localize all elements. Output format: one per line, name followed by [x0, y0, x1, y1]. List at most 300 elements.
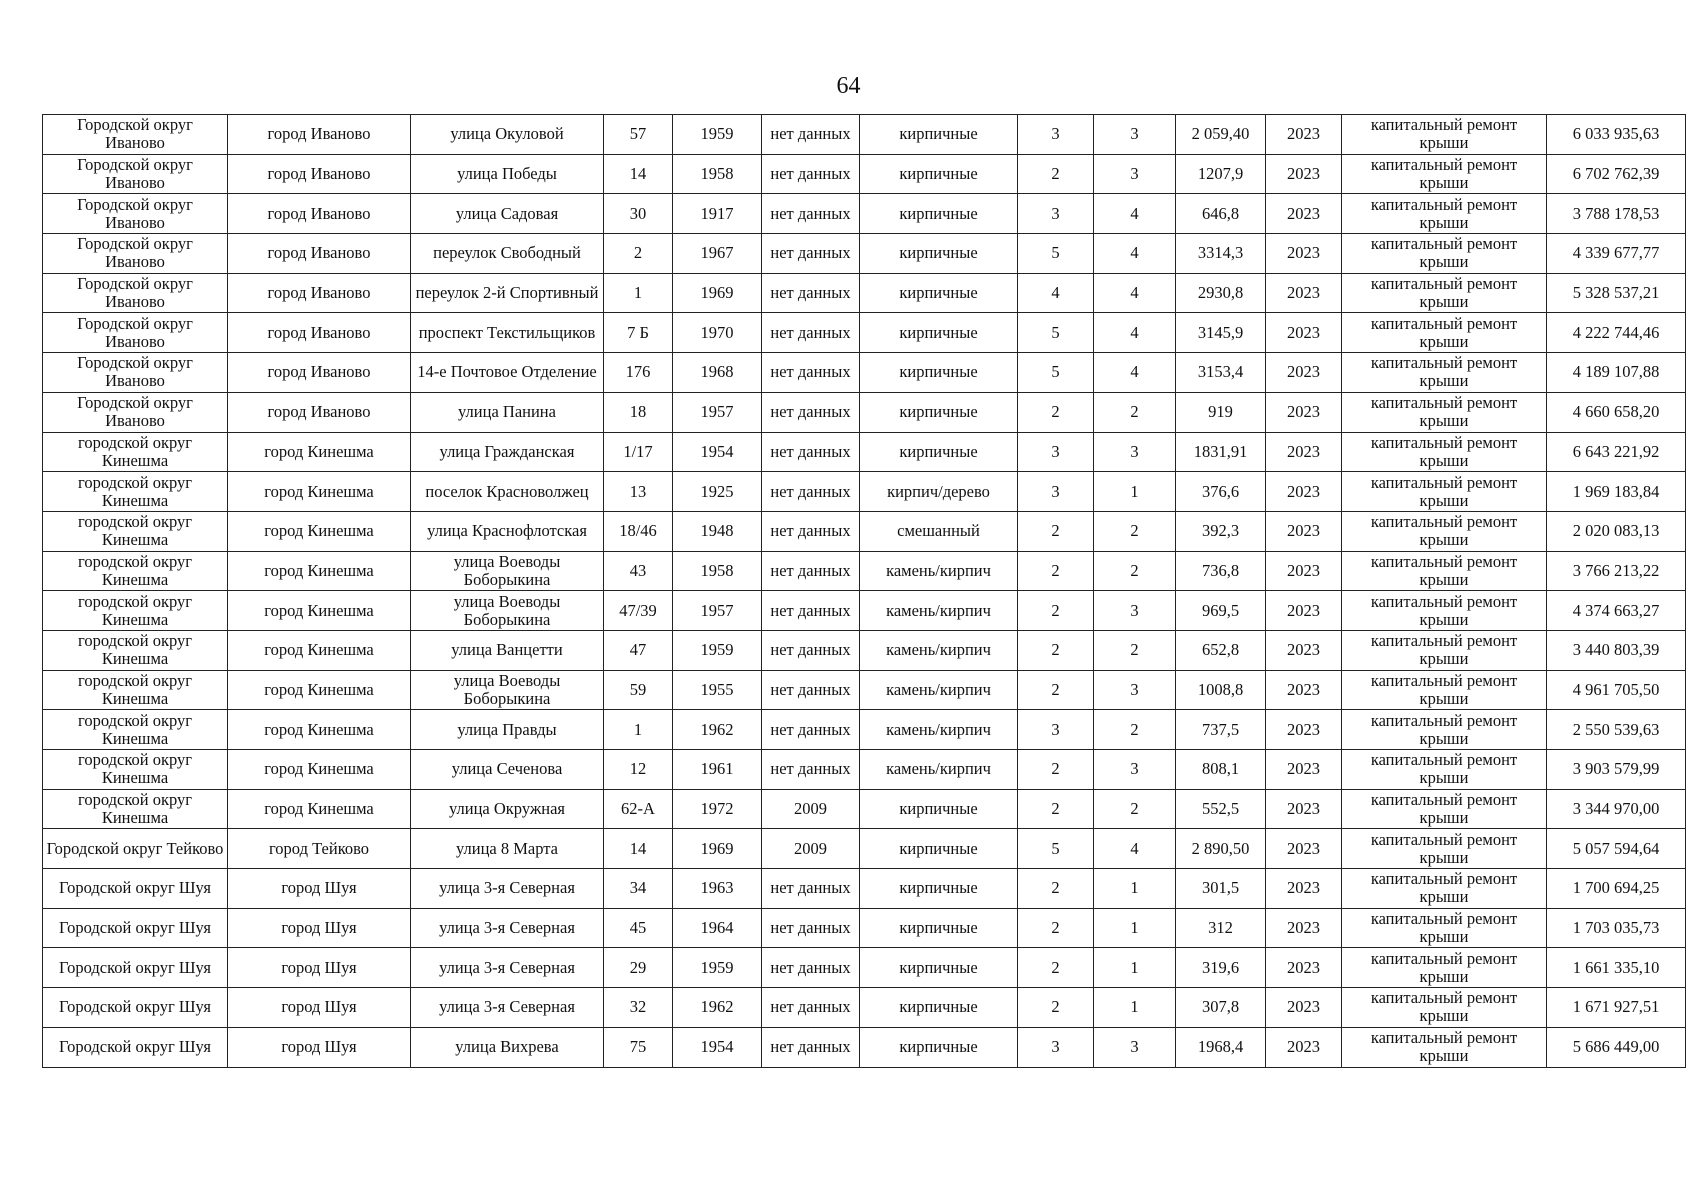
- street-cell: улица Ванцетти: [411, 630, 604, 670]
- plan-year-cell: 2023: [1266, 194, 1342, 234]
- last-repair-cell: нет данных: [762, 194, 860, 234]
- last-repair-cell: 2009: [762, 789, 860, 829]
- floors-cell: 2: [1018, 908, 1094, 948]
- floors-cell: 2: [1018, 789, 1094, 829]
- house-number-cell: 45: [604, 908, 673, 948]
- area-cell: 1207,9: [1176, 154, 1266, 194]
- district-cell: Городской округ Шуя: [43, 948, 228, 988]
- work-type-cell: капитальный ремонт крыши: [1342, 829, 1547, 869]
- entrances-cell: 4: [1094, 829, 1176, 869]
- entrances-cell: 1: [1094, 988, 1176, 1028]
- plan-year-cell: 2023: [1266, 829, 1342, 869]
- cost-cell: 1 703 035,73: [1547, 908, 1686, 948]
- street-cell: улица Садовая: [411, 194, 604, 234]
- year-built-cell: 1955: [673, 670, 762, 710]
- area-cell: 1831,91: [1176, 432, 1266, 472]
- last-repair-cell: нет данных: [762, 1027, 860, 1067]
- floors-cell: 2: [1018, 154, 1094, 194]
- district-cell: Городской округ Иваново: [43, 392, 228, 432]
- area-cell: 2 059,40: [1176, 115, 1266, 155]
- city-cell: город Кинешма: [228, 710, 411, 750]
- year-built-cell: 1957: [673, 392, 762, 432]
- house-number-cell: 30: [604, 194, 673, 234]
- table-row: [43, 630, 1686, 670]
- work-type-cell: капитальный ремонт крыши: [1342, 353, 1547, 393]
- floors-cell: 5: [1018, 234, 1094, 274]
- wall-material-cell: камень/кирпич: [860, 591, 1018, 631]
- entrances-cell: 1: [1094, 948, 1176, 988]
- last-repair-cell: нет данных: [762, 551, 860, 591]
- work-type-cell: капитальный ремонт крыши: [1342, 154, 1547, 194]
- table-row: [43, 591, 1686, 631]
- plan-year-cell: 2023: [1266, 511, 1342, 551]
- wall-material-cell: кирпичные: [860, 273, 1018, 313]
- wall-material-cell: камень/кирпич: [860, 710, 1018, 750]
- district-cell: Городской округ Шуя: [43, 908, 228, 948]
- area-cell: 392,3: [1176, 511, 1266, 551]
- plan-year-cell: 2023: [1266, 591, 1342, 631]
- entrances-cell: 4: [1094, 234, 1176, 274]
- cost-cell: 4 961 705,50: [1547, 670, 1686, 710]
- work-type-cell: капитальный ремонт крыши: [1342, 988, 1547, 1028]
- area-cell: 3314,3: [1176, 234, 1266, 274]
- cost-cell: 3 903 579,99: [1547, 750, 1686, 790]
- work-type-cell: капитальный ремонт крыши: [1342, 789, 1547, 829]
- entrances-cell: 2: [1094, 630, 1176, 670]
- wall-material-cell: кирпичные: [860, 948, 1018, 988]
- district-cell: городской округ Кинешма: [43, 432, 228, 472]
- last-repair-cell: нет данных: [762, 591, 860, 631]
- district-cell: городской округ Кинешма: [43, 670, 228, 710]
- work-type-cell: капитальный ремонт крыши: [1342, 869, 1547, 909]
- city-cell: город Кинешма: [228, 472, 411, 512]
- table-row: [43, 154, 1686, 194]
- table-row: [43, 313, 1686, 353]
- work-type-cell: капитальный ремонт крыши: [1342, 273, 1547, 313]
- floors-cell: 5: [1018, 313, 1094, 353]
- district-cell: Городской округ Иваново: [43, 154, 228, 194]
- cost-cell: 4 189 107,88: [1547, 353, 1686, 393]
- floors-cell: 2: [1018, 948, 1094, 988]
- table-row: [43, 432, 1686, 472]
- cost-cell: 4 339 677,77: [1547, 234, 1686, 274]
- plan-year-cell: 2023: [1266, 988, 1342, 1028]
- table-row: [43, 948, 1686, 988]
- area-cell: 319,6: [1176, 948, 1266, 988]
- work-type-cell: капитальный ремонт крыши: [1342, 630, 1547, 670]
- city-cell: город Шуя: [228, 1027, 411, 1067]
- district-cell: городской округ Кинешма: [43, 591, 228, 631]
- wall-material-cell: кирпичные: [860, 789, 1018, 829]
- plan-year-cell: 2023: [1266, 948, 1342, 988]
- floors-cell: 2: [1018, 551, 1094, 591]
- table-row: [43, 829, 1686, 869]
- street-cell: улица Воеводы Боборыкина: [411, 670, 604, 710]
- house-number-cell: 75: [604, 1027, 673, 1067]
- year-built-cell: 1972: [673, 789, 762, 829]
- floors-cell: 2: [1018, 750, 1094, 790]
- table-row: [43, 670, 1686, 710]
- street-cell: улица Воеводы Боборыкина: [411, 591, 604, 631]
- area-cell: 736,8: [1176, 551, 1266, 591]
- wall-material-cell: кирпичные: [860, 154, 1018, 194]
- table-row: [43, 789, 1686, 829]
- street-cell: переулок Свободный: [411, 234, 604, 274]
- cost-cell: 1 969 183,84: [1547, 472, 1686, 512]
- work-type-cell: капитальный ремонт крыши: [1342, 908, 1547, 948]
- city-cell: город Кинешма: [228, 750, 411, 790]
- work-type-cell: капитальный ремонт крыши: [1342, 710, 1547, 750]
- floors-cell: 2: [1018, 511, 1094, 551]
- floors-cell: 3: [1018, 194, 1094, 234]
- cost-cell: 6 643 221,92: [1547, 432, 1686, 472]
- year-built-cell: 1962: [673, 710, 762, 750]
- entrances-cell: 4: [1094, 194, 1176, 234]
- plan-year-cell: 2023: [1266, 908, 1342, 948]
- table-row: [43, 273, 1686, 313]
- plan-year-cell: 2023: [1266, 154, 1342, 194]
- year-built-cell: 1970: [673, 313, 762, 353]
- last-repair-cell: нет данных: [762, 670, 860, 710]
- table-row: [43, 988, 1686, 1028]
- entrances-cell: 1: [1094, 869, 1176, 909]
- street-cell: поселок Красноволжец: [411, 472, 604, 512]
- entrances-cell: 2: [1094, 551, 1176, 591]
- city-cell: город Кинешма: [228, 591, 411, 631]
- street-cell: улица Победы: [411, 154, 604, 194]
- floors-cell: 3: [1018, 472, 1094, 512]
- year-built-cell: 1954: [673, 432, 762, 472]
- house-number-cell: 57: [604, 115, 673, 155]
- last-repair-cell: нет данных: [762, 313, 860, 353]
- last-repair-cell: нет данных: [762, 948, 860, 988]
- area-cell: 307,8: [1176, 988, 1266, 1028]
- cost-cell: 2 020 083,13: [1547, 511, 1686, 551]
- year-built-cell: 1961: [673, 750, 762, 790]
- cost-cell: 3 440 803,39: [1547, 630, 1686, 670]
- plan-year-cell: 2023: [1266, 670, 1342, 710]
- house-number-cell: 1: [604, 273, 673, 313]
- house-number-cell: 176: [604, 353, 673, 393]
- street-cell: улица Сеченова: [411, 750, 604, 790]
- house-number-cell: 13: [604, 472, 673, 512]
- plan-year-cell: 2023: [1266, 551, 1342, 591]
- city-cell: город Иваново: [228, 392, 411, 432]
- last-repair-cell: 2009: [762, 829, 860, 869]
- street-cell: переулок 2-й Спортивный: [411, 273, 604, 313]
- house-number-cell: 1/17: [604, 432, 673, 472]
- street-cell: улица Окружная: [411, 789, 604, 829]
- work-type-cell: капитальный ремонт крыши: [1342, 670, 1547, 710]
- area-cell: 969,5: [1176, 591, 1266, 631]
- street-cell: улица Окуловой: [411, 115, 604, 155]
- year-built-cell: 1964: [673, 908, 762, 948]
- district-cell: Городской округ Шуя: [43, 988, 228, 1028]
- table-row: [43, 353, 1686, 393]
- entrances-cell: 4: [1094, 353, 1176, 393]
- table-row: [43, 234, 1686, 274]
- cost-cell: 3 344 970,00: [1547, 789, 1686, 829]
- work-type-cell: капитальный ремонт крыши: [1342, 591, 1547, 631]
- work-type-cell: капитальный ремонт крыши: [1342, 1027, 1547, 1067]
- entrances-cell: 2: [1094, 392, 1176, 432]
- work-type-cell: капитальный ремонт крыши: [1342, 750, 1547, 790]
- year-built-cell: 1957: [673, 591, 762, 631]
- floors-cell: 5: [1018, 353, 1094, 393]
- year-built-cell: 1925: [673, 472, 762, 512]
- year-built-cell: 1958: [673, 551, 762, 591]
- area-cell: 2930,8: [1176, 273, 1266, 313]
- last-repair-cell: нет данных: [762, 392, 860, 432]
- entrances-cell: 3: [1094, 591, 1176, 631]
- entrances-cell: 3: [1094, 1027, 1176, 1067]
- area-cell: 552,5: [1176, 789, 1266, 829]
- plan-year-cell: 2023: [1266, 630, 1342, 670]
- floors-cell: 2: [1018, 988, 1094, 1028]
- district-cell: городской округ Кинешма: [43, 630, 228, 670]
- district-cell: Городской округ Тейково: [43, 829, 228, 869]
- entrances-cell: 4: [1094, 273, 1176, 313]
- plan-year-cell: 2023: [1266, 353, 1342, 393]
- table-row: [43, 908, 1686, 948]
- house-number-cell: 1: [604, 710, 673, 750]
- table-row: [43, 750, 1686, 790]
- area-cell: 1008,8: [1176, 670, 1266, 710]
- entrances-cell: 4: [1094, 313, 1176, 353]
- area-cell: 312: [1176, 908, 1266, 948]
- cost-cell: 6 702 762,39: [1547, 154, 1686, 194]
- table-row: [43, 115, 1686, 155]
- year-built-cell: 1963: [673, 869, 762, 909]
- work-type-cell: капитальный ремонт крыши: [1342, 948, 1547, 988]
- last-repair-cell: нет данных: [762, 908, 860, 948]
- year-built-cell: 1959: [673, 948, 762, 988]
- last-repair-cell: нет данных: [762, 234, 860, 274]
- last-repair-cell: нет данных: [762, 511, 860, 551]
- entrances-cell: 3: [1094, 432, 1176, 472]
- plan-year-cell: 2023: [1266, 472, 1342, 512]
- entrances-cell: 3: [1094, 154, 1176, 194]
- last-repair-cell: нет данных: [762, 115, 860, 155]
- district-cell: Городской округ Иваново: [43, 115, 228, 155]
- cost-cell: 1 700 694,25: [1547, 869, 1686, 909]
- city-cell: город Иваново: [228, 273, 411, 313]
- work-type-cell: капитальный ремонт крыши: [1342, 472, 1547, 512]
- floors-cell: 2: [1018, 392, 1094, 432]
- area-cell: 737,5: [1176, 710, 1266, 750]
- wall-material-cell: камень/кирпич: [860, 630, 1018, 670]
- area-cell: 301,5: [1176, 869, 1266, 909]
- work-type-cell: капитальный ремонт крыши: [1342, 392, 1547, 432]
- table-row: [43, 472, 1686, 512]
- wall-material-cell: кирпичные: [860, 432, 1018, 472]
- table-row: [43, 869, 1686, 909]
- floors-cell: 3: [1018, 1027, 1094, 1067]
- area-cell: 2 890,50: [1176, 829, 1266, 869]
- city-cell: город Шуя: [228, 908, 411, 948]
- city-cell: город Кинешма: [228, 670, 411, 710]
- floors-cell: 2: [1018, 670, 1094, 710]
- floors-cell: 3: [1018, 432, 1094, 472]
- cost-cell: 5 686 449,00: [1547, 1027, 1686, 1067]
- area-cell: 919: [1176, 392, 1266, 432]
- area-cell: 808,1: [1176, 750, 1266, 790]
- floors-cell: 4: [1018, 273, 1094, 313]
- cost-cell: 1 671 927,51: [1547, 988, 1686, 1028]
- house-number-cell: 47/39: [604, 591, 673, 631]
- registry-body: [43, 115, 1686, 1068]
- entrances-cell: 2: [1094, 511, 1176, 551]
- entrances-cell: 3: [1094, 670, 1176, 710]
- work-type-cell: капитальный ремонт крыши: [1342, 234, 1547, 274]
- city-cell: город Шуя: [228, 988, 411, 1028]
- wall-material-cell: кирпичные: [860, 869, 1018, 909]
- work-type-cell: капитальный ремонт крыши: [1342, 432, 1547, 472]
- year-built-cell: 1959: [673, 630, 762, 670]
- plan-year-cell: 2023: [1266, 789, 1342, 829]
- cost-cell: 5 328 537,21: [1547, 273, 1686, 313]
- plan-year-cell: 2023: [1266, 1027, 1342, 1067]
- wall-material-cell: кирпичные: [860, 392, 1018, 432]
- city-cell: город Иваново: [228, 313, 411, 353]
- work-type-cell: капитальный ремонт крыши: [1342, 313, 1547, 353]
- table-row: [43, 392, 1686, 432]
- year-built-cell: 1969: [673, 829, 762, 869]
- district-cell: Городской округ Иваново: [43, 313, 228, 353]
- area-cell: 652,8: [1176, 630, 1266, 670]
- year-built-cell: 1962: [673, 988, 762, 1028]
- plan-year-cell: 2023: [1266, 273, 1342, 313]
- district-cell: городской округ Кинешма: [43, 789, 228, 829]
- entrances-cell: 2: [1094, 710, 1176, 750]
- district-cell: Городской округ Шуя: [43, 1027, 228, 1067]
- last-repair-cell: нет данных: [762, 710, 860, 750]
- last-repair-cell: нет данных: [762, 353, 860, 393]
- wall-material-cell: камень/кирпич: [860, 670, 1018, 710]
- last-repair-cell: нет данных: [762, 432, 860, 472]
- district-cell: Городской округ Шуя: [43, 869, 228, 909]
- house-number-cell: 34: [604, 869, 673, 909]
- city-cell: город Иваново: [228, 154, 411, 194]
- cost-cell: 3 766 213,22: [1547, 551, 1686, 591]
- cost-cell: 4 660 658,20: [1547, 392, 1686, 432]
- house-number-cell: 32: [604, 988, 673, 1028]
- table-row: [43, 1027, 1686, 1067]
- cost-cell: 2 550 539,63: [1547, 710, 1686, 750]
- wall-material-cell: кирпичные: [860, 313, 1018, 353]
- page-number: 64: [836, 73, 861, 99]
- wall-material-cell: кирпичные: [860, 234, 1018, 274]
- district-cell: городской округ Кинешма: [43, 511, 228, 551]
- cost-cell: 4 222 744,46: [1547, 313, 1686, 353]
- house-number-cell: 12: [604, 750, 673, 790]
- wall-material-cell: кирпичные: [860, 353, 1018, 393]
- house-number-cell: 43: [604, 551, 673, 591]
- district-cell: городской округ Кинешма: [43, 750, 228, 790]
- table-row: [43, 511, 1686, 551]
- plan-year-cell: 2023: [1266, 710, 1342, 750]
- district-cell: городской округ Кинешма: [43, 472, 228, 512]
- house-number-cell: 7 Б: [604, 313, 673, 353]
- cost-cell: 5 057 594,64: [1547, 829, 1686, 869]
- city-cell: город Шуя: [228, 948, 411, 988]
- wall-material-cell: кирпич/дерево: [860, 472, 1018, 512]
- street-cell: улица 3-я Северная: [411, 988, 604, 1028]
- street-cell: улица Правды: [411, 710, 604, 750]
- floors-cell: 3: [1018, 710, 1094, 750]
- district-cell: городской округ Кинешма: [43, 551, 228, 591]
- area-cell: 1968,4: [1176, 1027, 1266, 1067]
- street-cell: 14-е Почтовое Отделение: [411, 353, 604, 393]
- entrances-cell: 1: [1094, 472, 1176, 512]
- last-repair-cell: нет данных: [762, 630, 860, 670]
- work-type-cell: капитальный ремонт крыши: [1342, 551, 1547, 591]
- plan-year-cell: 2023: [1266, 313, 1342, 353]
- area-cell: 376,6: [1176, 472, 1266, 512]
- year-built-cell: 1917: [673, 194, 762, 234]
- year-built-cell: 1959: [673, 115, 762, 155]
- city-cell: город Кинешма: [228, 789, 411, 829]
- wall-material-cell: кирпичные: [860, 115, 1018, 155]
- street-cell: улица 3-я Северная: [411, 908, 604, 948]
- city-cell: город Тейково: [228, 829, 411, 869]
- house-number-cell: 2: [604, 234, 673, 274]
- district-cell: Городской округ Иваново: [43, 353, 228, 393]
- last-repair-cell: нет данных: [762, 869, 860, 909]
- year-built-cell: 1969: [673, 273, 762, 313]
- district-cell: Городской округ Иваново: [43, 234, 228, 274]
- area-cell: 3153,4: [1176, 353, 1266, 393]
- plan-year-cell: 2023: [1266, 115, 1342, 155]
- last-repair-cell: нет данных: [762, 273, 860, 313]
- wall-material-cell: кирпичные: [860, 908, 1018, 948]
- work-type-cell: капитальный ремонт крыши: [1342, 511, 1547, 551]
- street-cell: улица Краснофлотская: [411, 511, 604, 551]
- last-repair-cell: нет данных: [762, 472, 860, 512]
- street-cell: улица Гражданская: [411, 432, 604, 472]
- cost-cell: 3 788 178,53: [1547, 194, 1686, 234]
- street-cell: улица 3-я Северная: [411, 869, 604, 909]
- cost-cell: 1 661 335,10: [1547, 948, 1686, 988]
- street-cell: улица Вихрева: [411, 1027, 604, 1067]
- wall-material-cell: камень/кирпич: [860, 750, 1018, 790]
- house-number-cell: 29: [604, 948, 673, 988]
- entrances-cell: 1: [1094, 908, 1176, 948]
- district-cell: Городской округ Иваново: [43, 273, 228, 313]
- house-number-cell: 62-А: [604, 789, 673, 829]
- floors-cell: 2: [1018, 591, 1094, 631]
- cost-cell: 4 374 663,27: [1547, 591, 1686, 631]
- wall-material-cell: камень/кирпич: [860, 551, 1018, 591]
- city-cell: город Иваново: [228, 353, 411, 393]
- city-cell: город Кинешма: [228, 432, 411, 472]
- street-cell: проспект Текстильщиков: [411, 313, 604, 353]
- district-cell: городской округ Кинешма: [43, 710, 228, 750]
- work-type-cell: капитальный ремонт крыши: [1342, 194, 1547, 234]
- entrances-cell: 2: [1094, 789, 1176, 829]
- wall-material-cell: кирпичные: [860, 1027, 1018, 1067]
- floors-cell: 3: [1018, 115, 1094, 155]
- wall-material-cell: кирпичные: [860, 829, 1018, 869]
- city-cell: город Шуя: [228, 869, 411, 909]
- work-type-cell: капитальный ремонт крыши: [1342, 115, 1547, 155]
- year-built-cell: 1948: [673, 511, 762, 551]
- house-number-cell: 14: [604, 829, 673, 869]
- house-number-cell: 14: [604, 154, 673, 194]
- district-cell: Городской округ Иваново: [43, 194, 228, 234]
- house-number-cell: 59: [604, 670, 673, 710]
- floors-cell: 2: [1018, 630, 1094, 670]
